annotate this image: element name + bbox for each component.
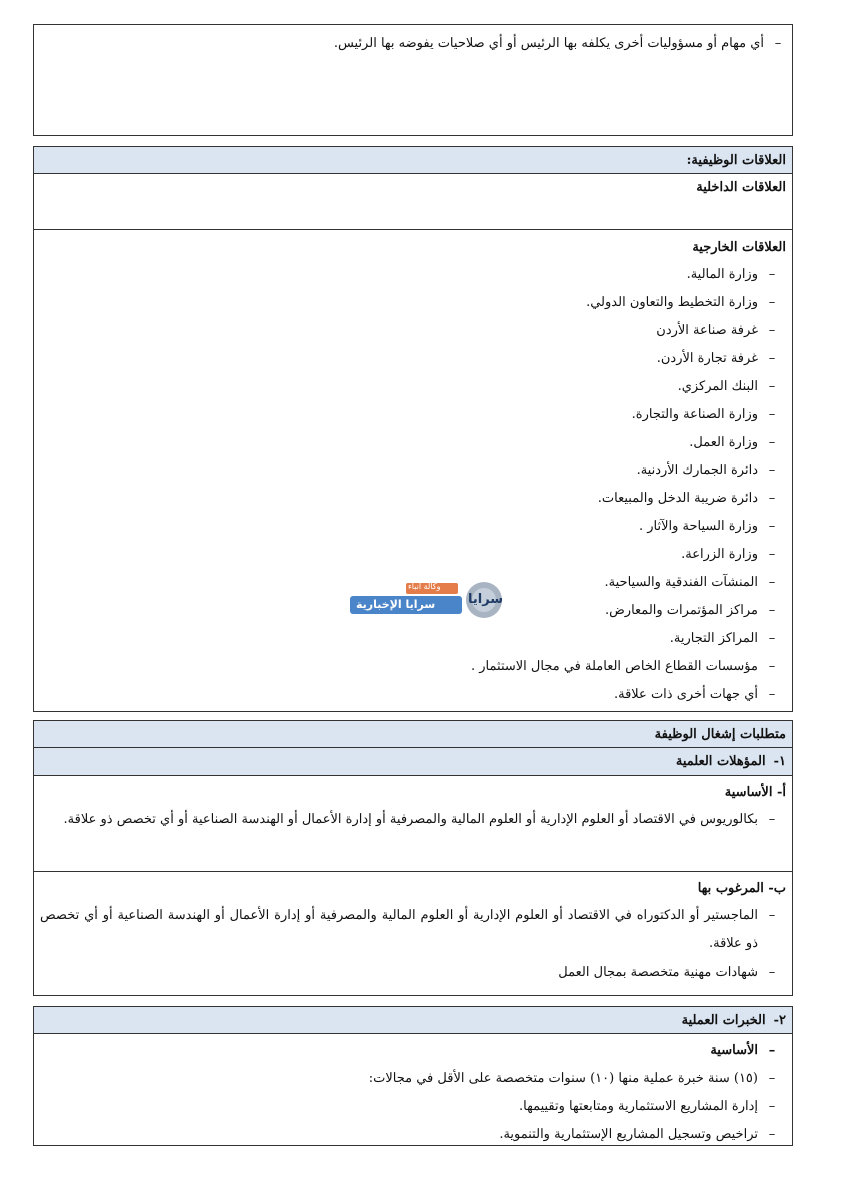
duties-box xyxy=(33,24,793,136)
basic-text: بكالوريوس في الاقتصاد أو العلوم الإدارية أو العلوم المالية والمصرفية أو إدارة الأعمال أو الهندسة الصناعية أو أي تخصص ذو علاقة. xyxy=(63,812,758,827)
external-relation-item xyxy=(40,372,786,400)
duties-item xyxy=(34,29,792,57)
dash: – xyxy=(768,602,776,618)
exp-basic-title: الأساسية xyxy=(710,1042,758,1058)
exp-number: ٢- xyxy=(773,1012,786,1028)
dash: – xyxy=(768,1042,776,1058)
external-relation-item xyxy=(40,316,786,344)
dash: – xyxy=(768,812,776,827)
external-relation-item-text: غرفة صناعة الأردن xyxy=(656,322,758,338)
dash: – xyxy=(768,518,776,534)
external-relation-item-text: المراكز التجارية. xyxy=(669,630,758,646)
qualifications-header xyxy=(33,748,793,776)
external-relation-item xyxy=(40,400,786,428)
watermark-brand-text: سرايا xyxy=(468,592,504,607)
duties-text: أي مهام أو مسؤوليات أخرى يكلفه بها الرئيس أو أي صلاحيات يفوضه بها الرئيس. xyxy=(333,35,764,51)
experience-list xyxy=(40,1064,786,1148)
preferred-text-1: الماجستير أو الدكتوراه في الاقتصاد أو العلوم الإدارية أو العلوم المالية والمصرفية أو إدارة الأعمال أو الهندسة الصناعية أو أي تخصص ذو علاقة. xyxy=(40,908,758,951)
dash: – xyxy=(768,350,776,366)
dash: – xyxy=(768,378,776,394)
experience-item xyxy=(40,1064,786,1092)
external-relation-item xyxy=(40,288,786,316)
external-relation-item-text: غرفة تجارة الأردن. xyxy=(656,350,758,366)
external-relation-item xyxy=(40,624,786,652)
experience-item-text: تراخيص وتسجيل المشاريع الإستثمارية والتنموية. xyxy=(499,1126,758,1142)
experience-item xyxy=(40,1120,786,1148)
internal-relations xyxy=(33,174,793,230)
external-relations xyxy=(33,230,793,712)
dash: – xyxy=(768,908,776,923)
dash: – xyxy=(768,630,776,646)
basic-label: أ- xyxy=(776,785,786,800)
external-relation-item xyxy=(40,680,786,708)
external-relation-item-text: البنك المركزي. xyxy=(677,378,758,394)
external-relation-item xyxy=(40,456,786,484)
dash: – xyxy=(768,1070,776,1086)
preferred-item-1 xyxy=(40,902,786,958)
experience-item-text: إدارة المشاريع الاستثمارية ومتابعتها وتقييمها. xyxy=(518,1098,758,1114)
external-relation-item-text: وزارة الزراعة. xyxy=(681,546,758,562)
experience-item xyxy=(40,1092,786,1120)
dash: – xyxy=(768,490,776,506)
dash: – xyxy=(768,1098,776,1114)
internal-title: العلاقات الداخلية xyxy=(696,180,786,195)
dash: – xyxy=(768,266,776,282)
dash: – xyxy=(768,294,776,310)
external-relation-item xyxy=(40,344,786,372)
dash: – xyxy=(768,1126,776,1142)
basic-heading xyxy=(40,780,786,806)
watermark-logo xyxy=(350,580,510,620)
external-relation-item-text: وزارة الصناعة والتجارة. xyxy=(631,406,758,422)
dash: – xyxy=(768,964,776,980)
experience-body xyxy=(33,1034,793,1146)
dash: – xyxy=(768,686,776,702)
external-relation-item-text: وزارة المالية. xyxy=(686,266,758,282)
exp-title: الخبرات العملية xyxy=(681,1012,766,1028)
external-relation-item xyxy=(40,512,786,540)
preferred-qualifications xyxy=(33,872,793,996)
preferred-item-2 xyxy=(40,958,786,986)
external-relation-item-text: دائرة ضريبة الدخل والمبيعات. xyxy=(597,490,758,506)
basic-title: الأساسية xyxy=(724,785,773,800)
external-relation-item xyxy=(40,428,786,456)
external-relation-item-text: وزارة العمل. xyxy=(689,434,758,450)
dash: – xyxy=(768,462,776,478)
dash: – xyxy=(768,434,776,450)
preferred-title: ب- المرغوب بها xyxy=(697,881,786,896)
basic-qualifications xyxy=(33,776,793,872)
external-relation-item-text: مراكز المؤتمرات والمعارض. xyxy=(604,602,758,618)
external-relation-item xyxy=(40,540,786,568)
external-relation-item-text: وزارة السياحة والآثار . xyxy=(638,518,758,534)
basic-item xyxy=(40,806,786,834)
dash: – xyxy=(768,574,776,590)
experience-item-text: (١٥) سنة خبرة عملية منها (١٠) سنوات متخصصة على الأقل في مجالات: xyxy=(368,1070,758,1086)
dash: – xyxy=(768,658,776,674)
dash: – xyxy=(768,322,776,338)
dash: – xyxy=(768,406,776,422)
dash: – xyxy=(768,546,776,562)
watermark-caption-text: سرايا الإخبارية xyxy=(356,598,436,611)
external-title: العلاقات الخارجية xyxy=(692,240,786,255)
external-relation-item-text: أي جهات أخرى ذات علاقة. xyxy=(613,686,758,702)
requirements-header xyxy=(33,720,793,748)
external-relation-item-text: مؤسسات القطاع الخاص العاملة في مجال الاستثمار . xyxy=(471,658,758,674)
exp-basic xyxy=(40,1036,786,1064)
qual-title: المؤهلات العلمية xyxy=(675,754,766,769)
requirements-title: متطلبات إشغال الوظيفة xyxy=(654,726,786,742)
external-relation-item-text: المنشآت الفندقية والسياحية. xyxy=(604,574,758,590)
external-relation-item xyxy=(40,260,786,288)
relations-title: العلاقات الوظيفية: xyxy=(686,152,786,168)
external-relation-item-text: وزارة التخطيط والتعاون الدولي. xyxy=(586,294,758,310)
experience-header xyxy=(33,1006,793,1034)
external-relation-item xyxy=(40,652,786,680)
dash: – xyxy=(774,35,782,51)
relations-header xyxy=(33,146,793,174)
preferred-text-2: شهادات مهنية متخصصة بمجال العمل xyxy=(558,964,758,980)
external-relation-item xyxy=(40,484,786,512)
watermark-small-text: وكالة أنباء xyxy=(408,582,441,591)
external-list xyxy=(40,260,786,708)
qual-number: ١- xyxy=(773,754,786,769)
external-relation-item-text: دائرة الجمارك الأردنية. xyxy=(636,462,758,478)
